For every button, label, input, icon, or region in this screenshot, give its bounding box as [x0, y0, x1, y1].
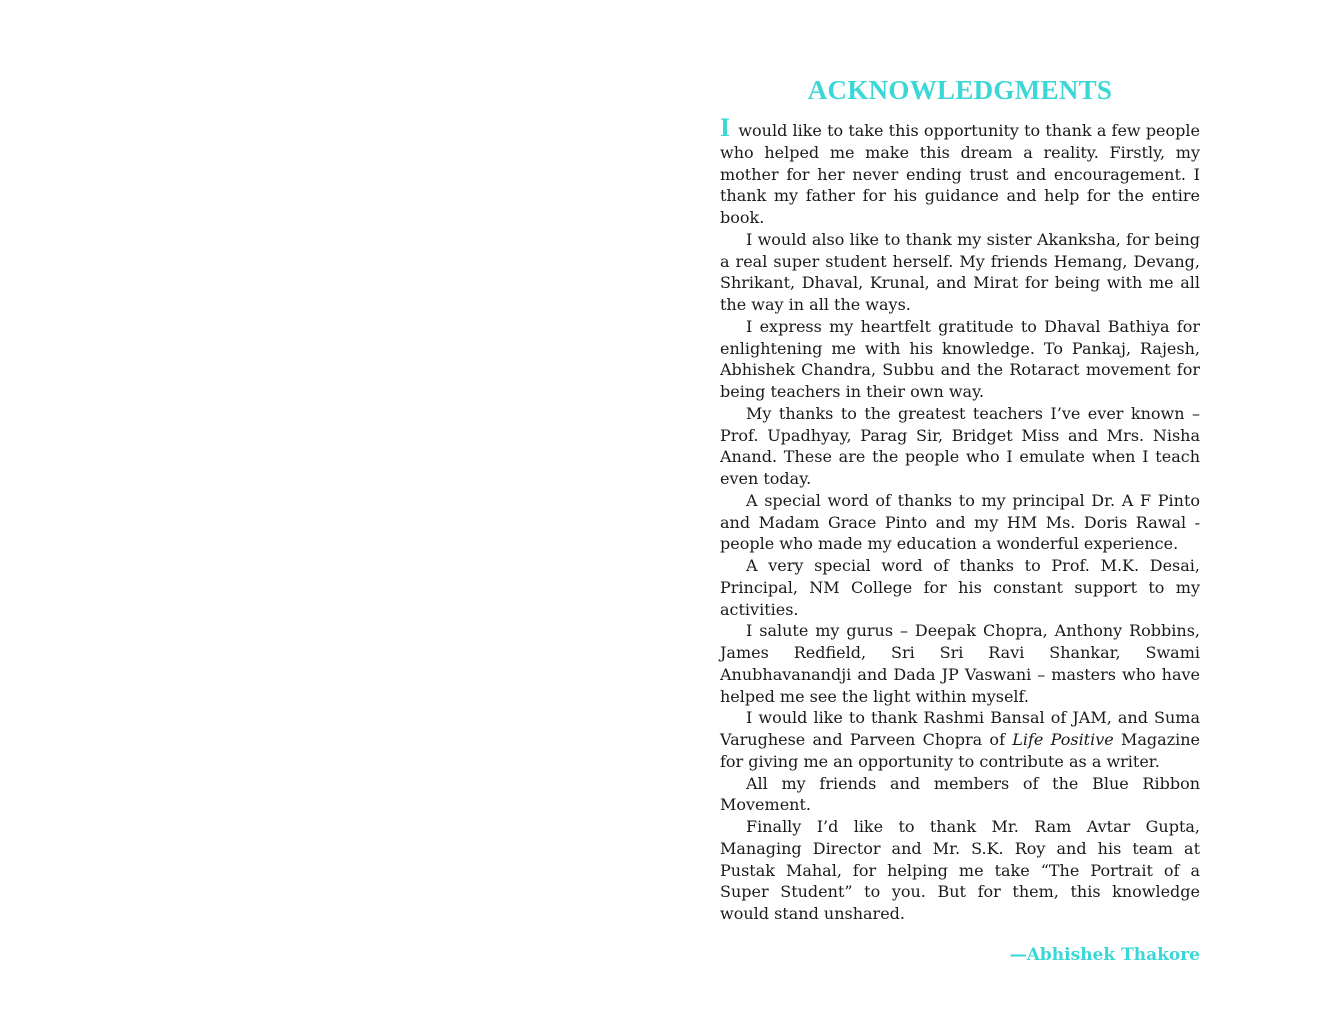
paragraph-10: Finally I’d like to thank Mr. Ram Avtar Gupta, Managing Director and Mr. S.K. Roy and his team at Pustak Mahal, for helping me take “The Portrait of a Super Student” to you. But for them, this knowledge would stand unshared.: [720, 817, 1200, 923]
paragraph-9: All my friends and members of the Blue Ribbon Movement.: [720, 773, 1200, 815]
author-signature: —Abhishek Thakore: [1009, 944, 1200, 965]
drop-cap: I: [720, 113, 731, 142]
acknowledgments-page: [720, 74, 1200, 965]
paragraph-4: My thanks to the greatest teachers I’ve ever known – Prof. Upadhyay, Parag Sir, Bridget Miss and Mrs. Nisha Anand. These are the people who I emulate when I teach even today.: [720, 403, 1200, 488]
paragraph-8-text-before: I would like to thank Rashmi Bansal of JAM, and Suma Varughese and Parveen Chopra of: [720, 708, 1200, 749]
paragraph-7: I salute my gurus – Deepak Chopra, Anthony Robbins, James Redfield, Sri Sri Ravi Shankar, Swami Anubhavanandji and Dada JP Vaswani – masters who have helped me see the light within myself.: [720, 621, 1200, 706]
paragraph-8: [720, 707, 1200, 772]
paragraph-8-text-after: Magazine for giving me an opportunity to contribute as a writer.: [720, 730, 1201, 771]
paragraph-1-text: would like to take this opportunity to thank a few people who helped me make this dream a reality. Firstly, my mother for her never ending trust and encouragement. I thank my father for his guidance and help for the entire book.: [720, 121, 1200, 227]
paragraph-5: A special word of thanks to my principal Dr. A F Pinto and Madam Grace Pinto and my HM Ms. Doris Rawal - people who made my education a wonderful experience.: [720, 490, 1200, 554]
page-title: ACKNOWLEDGMENTS: [807, 75, 1113, 105]
paragraph-3: I express my heartfelt gratitude to Dhaval Bathiya for enlightening me with his knowledge. To Pankaj, Rajesh, Abhishek Chandra, Subbu and the Rotaract movement for being teachers in their own way.: [720, 316, 1200, 401]
paragraph-6: A very special word of thanks to Prof. M.K. Desai, Principal, NM College for his constant support to my activities.: [720, 556, 1200, 619]
paragraph-2: I would also like to thank my sister Akanksha, for being a real super student herself. My friends Hemang, Devang, Shrikant, Dhaval, Krunal, and Mirat for being with me all the way in all the ways.: [720, 229, 1200, 314]
magazine-title: Life Positive: [1012, 730, 1114, 749]
paragraph-1: [720, 113, 1200, 229]
